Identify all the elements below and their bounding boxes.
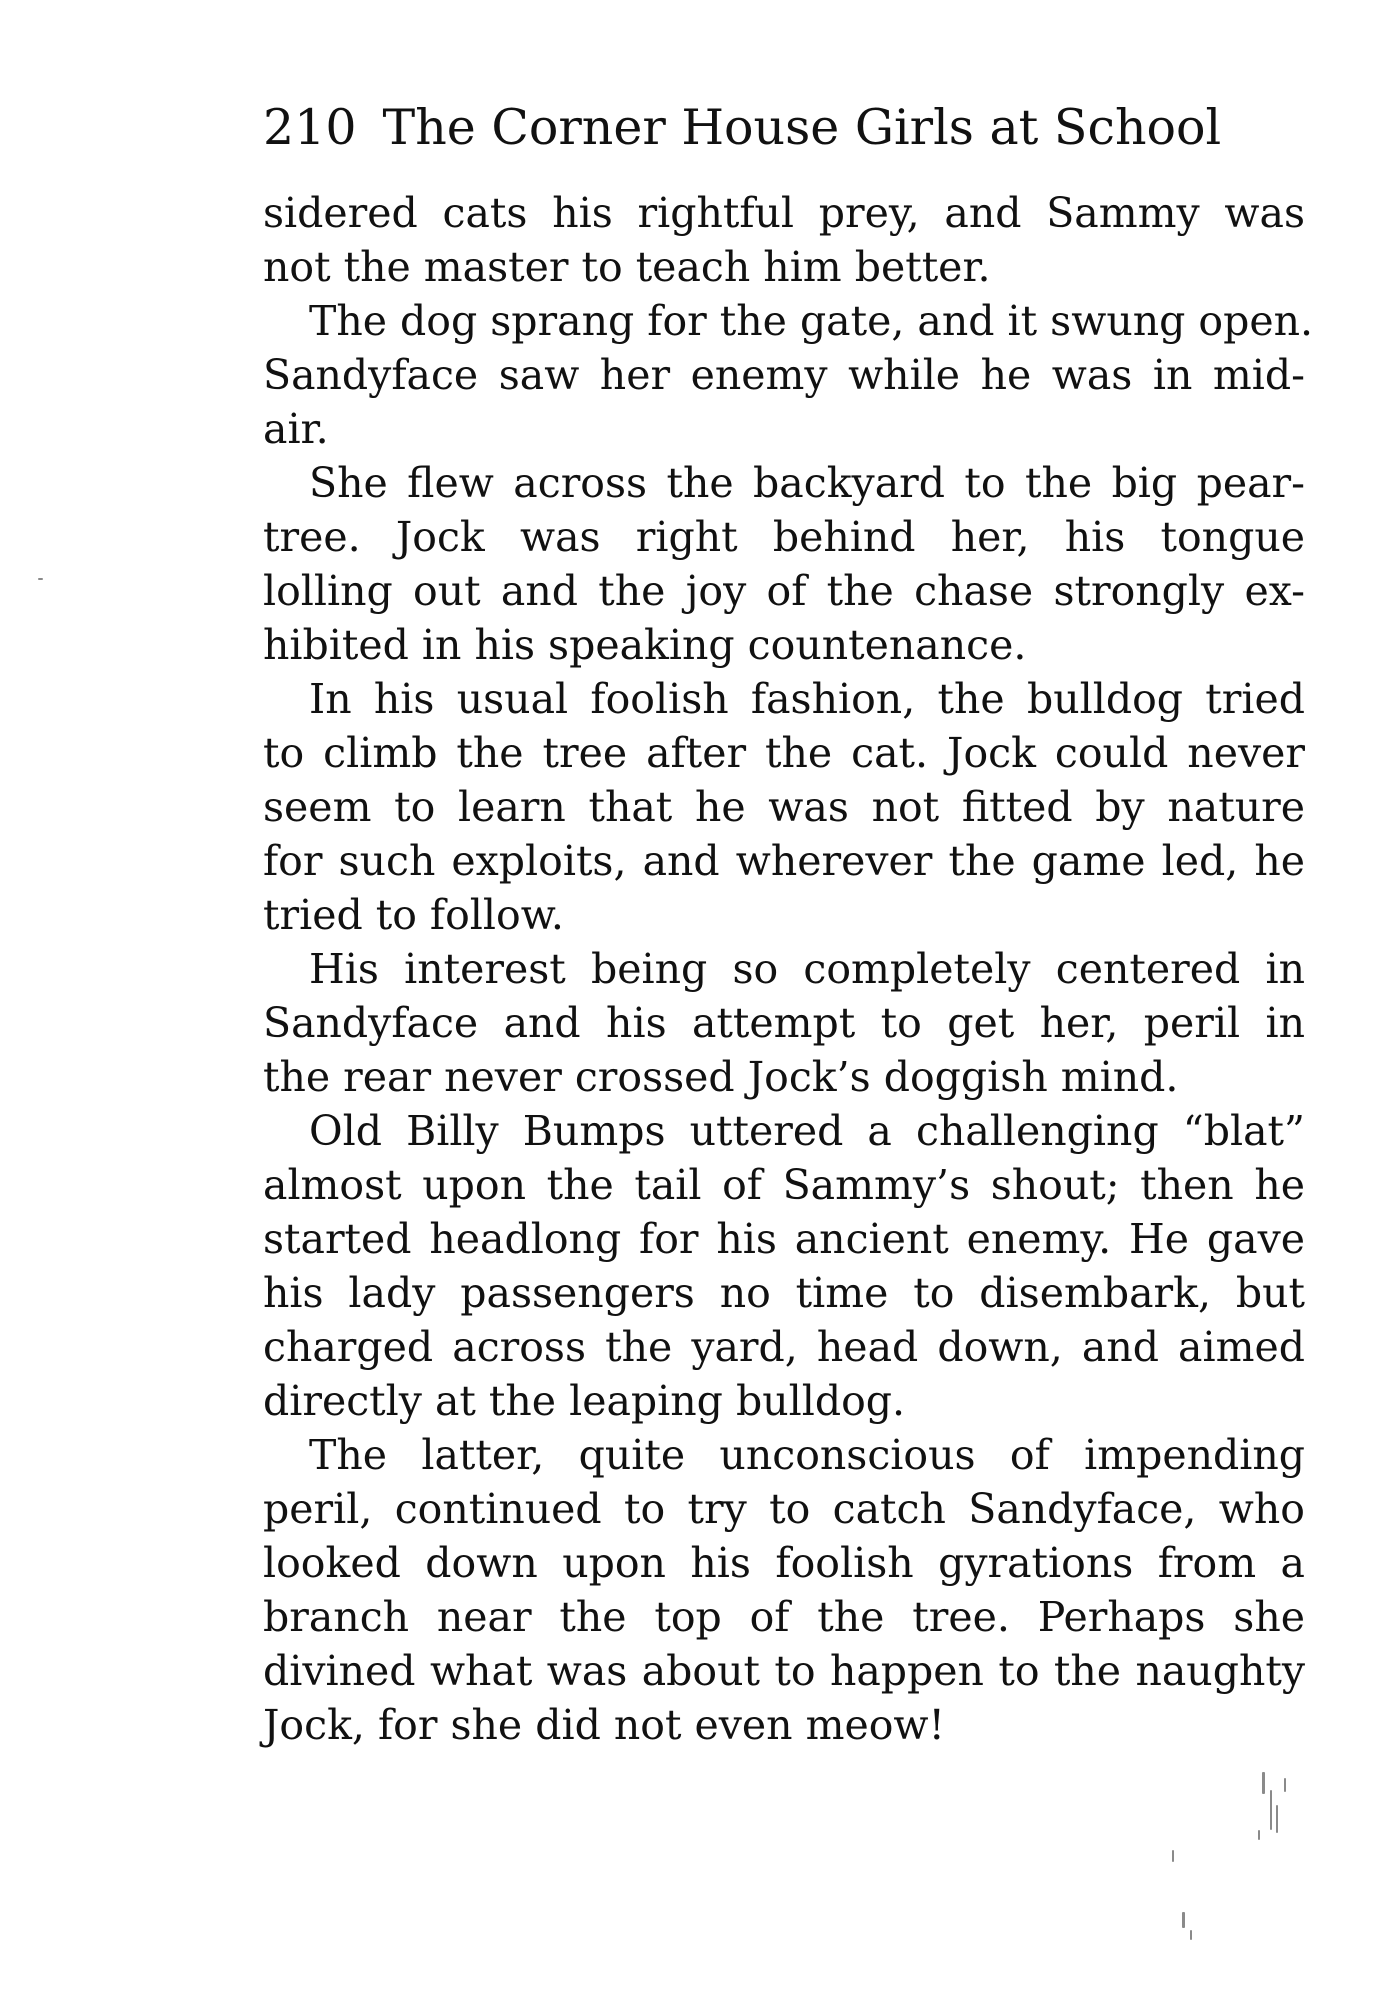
running-title: The Corner House Girls at School (382, 99, 1222, 156)
text-line: sidered cats his rightful prey, and Sammy was (263, 189, 1305, 237)
text-line: The latter, quite unconscious of impending (309, 1431, 1305, 1479)
running-header (263, 92, 1303, 164)
text-line: his lady passengers no time to disembark, but (263, 1269, 1305, 1317)
text-line: In his usual foolish fashion, the bulldog tried (309, 675, 1305, 723)
scan-speck (1258, 1830, 1260, 1840)
text-line: Old Billy Bumps uttered a challenging “blat” (309, 1107, 1305, 1155)
scan-speck (1172, 1850, 1174, 1862)
paragraph-5 (263, 942, 1305, 1104)
scan-speck (1190, 1930, 1192, 1940)
text-line: Sandyface and his attempt to get her, peril in (263, 999, 1305, 1047)
text-line: hibited in his speaking countenance. (263, 621, 1027, 669)
text-line: almost upon the tail of Sammy’s shout; then he (263, 1161, 1305, 1209)
text-line: Jock, for she did not even meow! (263, 1701, 945, 1749)
text-line: to climb the tree after the cat. Jock could never (263, 729, 1305, 777)
paragraph-7 (263, 1428, 1305, 1752)
text-line: seem to learn that he was not fitted by nature (263, 783, 1305, 831)
scan-speck (1262, 1772, 1265, 1794)
text-line: the rear never crossed Jock’s doggish mind. (263, 1053, 1179, 1101)
text-line: directly at the leaping bulldog. (263, 1377, 906, 1425)
text-line: lolling out and the joy of the chase strongly ex- (263, 567, 1305, 615)
text-line: branch near the top of the tree. Perhaps she (263, 1593, 1305, 1641)
scan-speck (1276, 1805, 1278, 1833)
text-line: She flew across the backyard to the big pear- (309, 459, 1305, 507)
text-line: charged across the yard, head down, and aimed (263, 1323, 1305, 1371)
text-line: His interest being so completely centered in (309, 945, 1305, 993)
text-line: started headlong for his ancient enemy. He gave (263, 1215, 1305, 1263)
scan-speck (1284, 1778, 1286, 1792)
scan-speck (1270, 1790, 1272, 1830)
paragraph-6 (263, 1104, 1305, 1428)
text-line: for such exploits, and wherever the game led, he (263, 837, 1305, 885)
text-line: not the master to teach him better. (263, 243, 991, 291)
scan-speck (38, 578, 43, 580)
text-line: The dog sprang for the gate, and it swung open. (309, 297, 1314, 345)
body-text (263, 186, 1314, 1752)
text-line: Sandyface saw her enemy while he was in mid- (263, 351, 1305, 399)
text-line: tree. Jock was right behind her, his tongue (263, 513, 1305, 561)
text-line: divined what was about to happen to the naughty (263, 1647, 1305, 1695)
paragraph-1 (263, 186, 1305, 294)
paragraph-2 (263, 294, 1314, 456)
paragraph-4 (263, 672, 1305, 942)
text-line: looked down upon his foolish gyrations from a (263, 1539, 1305, 1587)
page-number: 210 (263, 99, 357, 156)
scan-speck (1182, 1912, 1185, 1928)
text-line: tried to follow. (263, 891, 564, 939)
text-line: peril, continued to try to catch Sandyface, who (263, 1485, 1305, 1533)
paragraph-3 (263, 456, 1305, 672)
text-line: air. (263, 405, 329, 453)
